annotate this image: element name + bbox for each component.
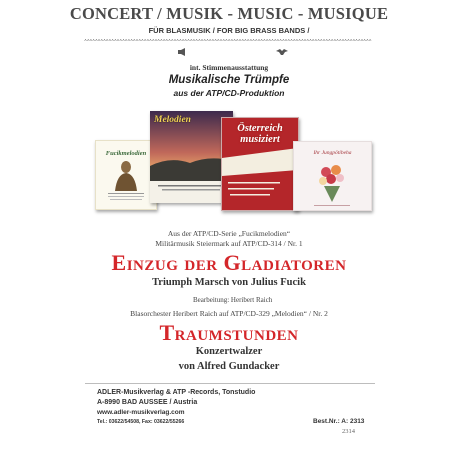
flower-bouquet-illustration <box>294 142 371 210</box>
cd-cover-title: Fucikmelodien <box>105 150 147 157</box>
piece1-title: Einzug der Gladiatoren <box>111 250 347 275</box>
portrait-illustration <box>96 141 156 209</box>
order-number-secondary: 2314 <box>342 428 355 435</box>
cd-cover-title: Ihr Jungpötibeha <box>313 150 352 156</box>
series-title: Musikalische Trümpfe <box>168 74 290 86</box>
series-subtitle: aus der ATP/CD-Produktion <box>173 88 285 98</box>
piece1-arranger: Bearbeitung: Heribert Raich <box>193 296 273 304</box>
piece1-subtitle: Triumph Marsch von Julius Fucik <box>152 277 306 288</box>
header-title: CONCERT / MUSIK - MUSIC - MUSIQUE <box>69 4 389 23</box>
cd-cover-oesterreich-musiziert <box>221 117 299 211</box>
publisher-address: A-8990 BAD AUSSEE / Austria <box>97 399 198 406</box>
eagle-icon <box>276 48 288 56</box>
cd-cover-flowers <box>293 141 372 211</box>
piece2-subtitle: Konzertwalzer <box>195 346 263 357</box>
piece2-title: Traumstunden <box>159 320 299 345</box>
piece2-composer: von Alfred Gundacker <box>178 361 280 372</box>
piece1-series-note: Aus der ATP/CD-Serie „Fucikmelodien“ <box>167 229 291 238</box>
speaker-icon <box>178 48 187 56</box>
publisher-name: ADLER-Musikverlag & ATP -Records, Tonstudio <box>97 389 256 396</box>
piece1-recording-note: Militärmusik Steiermark auf ATP/CD-314 / Nr. 1 <box>155 239 303 248</box>
cd-cover-title: Melodien <box>154 115 191 125</box>
header-subtitle: FÜR BLASMUSIK / FOR BIG BRASS BANDS / <box>148 26 310 35</box>
order-number: Best.Nr.: A: 2313 <box>313 418 365 425</box>
cd-cover-fucikmelodien <box>95 140 157 210</box>
header-icons <box>178 48 288 56</box>
cd-cover-title: Österreich musiziert <box>237 123 283 145</box>
footer-divider <box>85 383 375 384</box>
piece2-recording-note: Blasorchester Heribert Raich auf ATP/CD-329 „Melodien“ / Nr. 2 <box>130 309 328 318</box>
header-x-rule <box>84 39 374 41</box>
publisher-info <box>97 388 255 427</box>
publisher-phone: Tel.: 03622/54508, Fax: 03622/55266 <box>97 419 185 425</box>
parts-note: int. Stimmenausstattung <box>189 63 269 72</box>
publisher-website: www.adler-musikverlag.com <box>97 409 185 416</box>
